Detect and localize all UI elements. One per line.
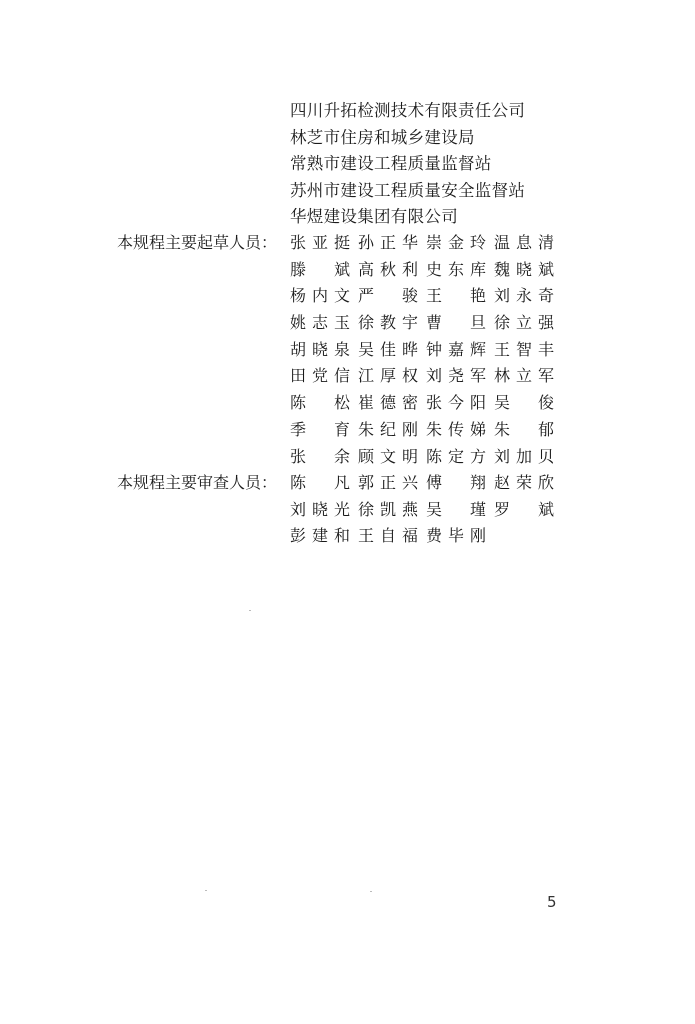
person-name: 王艳 <box>426 286 486 306</box>
person-name: 林立军 <box>494 366 554 386</box>
person-name: 徐立强 <box>494 313 554 333</box>
organization-item: 苏州市建设工程质量安全监督站 <box>290 180 526 200</box>
person-name: 温息清 <box>494 233 554 252</box>
organization-item: 林芝市住房和城乡建设局 <box>290 127 475 147</box>
person-name: 钟嘉辉 <box>426 339 486 359</box>
person-name: 魏晓斌 <box>494 259 554 279</box>
person-name: 王自福 <box>358 526 418 546</box>
page-number: 5 <box>547 893 557 911</box>
person-name: 姚志玉 <box>290 313 350 333</box>
person-name: 陈松 <box>290 393 350 413</box>
person-name: 曹旦 <box>426 313 486 333</box>
person-name: 刘晓光 <box>290 499 350 519</box>
person-name: 张亚挺 <box>290 233 350 252</box>
person-name: 徐教宇 <box>358 313 418 333</box>
person-name: 彭建和 <box>290 526 350 546</box>
scan-speck <box>205 890 207 891</box>
scan-speck <box>249 610 251 611</box>
reviewers-names <box>290 470 562 550</box>
person-name: 江厚权 <box>358 366 418 386</box>
person-name: 崇金玲 <box>426 233 486 252</box>
person-name: 吴佳晔 <box>358 339 418 359</box>
person-name: 陈定方 <box>426 446 486 466</box>
person-name: 郭正兴 <box>358 473 418 492</box>
person-name: 田党信 <box>290 366 350 386</box>
person-name: 王智丰 <box>494 339 554 359</box>
scan-speck <box>370 891 372 892</box>
person-name: 赵荣欣 <box>494 473 554 492</box>
person-name: 崔德密 <box>358 393 418 413</box>
person-name: 高秋利 <box>358 259 418 279</box>
person-name: 刘永奇 <box>494 286 554 306</box>
organization-item: 四川升拓检测技术有限责任公司 <box>290 101 526 120</box>
person-name: 张余 <box>290 446 350 466</box>
person-name: 孙正华 <box>358 233 418 252</box>
person-name: 季育 <box>290 419 350 439</box>
person-name: 史东库 <box>426 259 486 279</box>
person-name: 刘加贝 <box>494 446 554 466</box>
person-name: 严骏 <box>358 286 418 306</box>
organization-list <box>290 98 525 231</box>
person-name: 吴俊 <box>494 393 554 413</box>
person-name: 朱郁 <box>494 419 554 439</box>
person-name: 胡晓泉 <box>290 339 350 359</box>
drafters-label: 本规程主要起草人员： <box>117 233 278 252</box>
drafters-names <box>290 230 562 470</box>
reviewers-label: 本规程主要审查人员： <box>117 473 278 492</box>
person-name: 徐凯燕 <box>358 499 418 519</box>
organization-item: 常熟市建设工程质量监督站 <box>290 154 492 173</box>
person-name: 张今阳 <box>426 393 486 413</box>
person-name: 吴瑾 <box>426 499 486 519</box>
organization-item: 华煜建设集团有限公司 <box>290 207 458 226</box>
person-name: 朱传娣 <box>426 419 486 439</box>
person-name: 滕斌 <box>290 259 350 279</box>
person-name: 傅翔 <box>426 473 486 492</box>
person-name: 刘尧军 <box>426 366 486 386</box>
person-name: 费毕刚 <box>426 526 486 546</box>
person-name: 陈凡 <box>290 473 350 492</box>
person-name: 杨内文 <box>290 286 350 306</box>
person-name: 朱纪刚 <box>358 419 418 439</box>
person-name: 顾文明 <box>358 446 418 466</box>
person-name: 罗斌 <box>494 499 554 519</box>
